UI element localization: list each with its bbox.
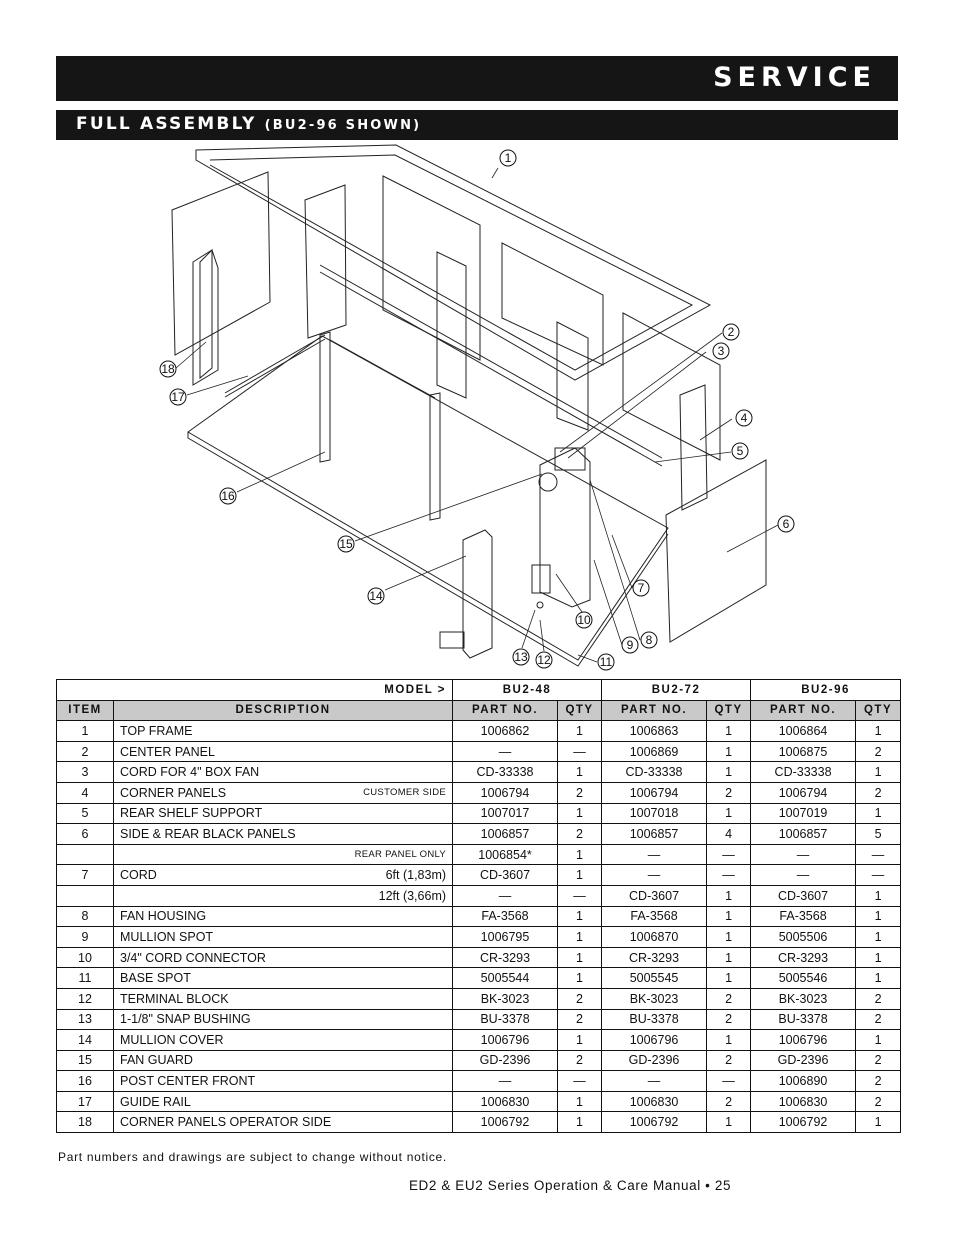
part-number: BU-3378: [751, 1009, 856, 1030]
quantity: 1: [707, 906, 751, 927]
description-note: REAR PANEL ONLY: [354, 848, 447, 860]
footnote: Part numbers and drawings are subject to change without notice.: [58, 1150, 447, 1164]
svg-text:7: 7: [637, 581, 645, 595]
quantity: 2: [558, 1009, 602, 1030]
description: REAR SHELF SUPPORT: [120, 806, 263, 821]
model-label: MODEL >: [57, 680, 453, 701]
subsection-title-text: FULL ASSEMBLY: [76, 114, 257, 134]
part-number: 1006869: [602, 741, 707, 762]
part-number: 1006796: [453, 1030, 558, 1051]
description-cell: [114, 824, 453, 845]
description-cell: [114, 741, 453, 762]
description-cell: [114, 762, 453, 783]
item-number: 4: [57, 782, 114, 803]
part-number: 1006795: [453, 927, 558, 948]
quantity: 2: [856, 1071, 901, 1092]
table-row: [57, 824, 901, 845]
part-number: 1007019: [751, 803, 856, 824]
quantity: 1: [558, 906, 602, 927]
part-number: 5005506: [751, 927, 856, 948]
part-number: —: [453, 885, 558, 906]
quantity: —: [707, 865, 751, 886]
quantity: 1: [707, 762, 751, 783]
quantity: 2: [707, 988, 751, 1009]
part-number: 1006794: [453, 782, 558, 803]
quantity: 2: [558, 1050, 602, 1071]
part-number: CD-33338: [751, 762, 856, 783]
part-number: 1006857: [751, 824, 856, 845]
part-number: 1006796: [751, 1030, 856, 1051]
footer-text: ED2 & EU2 Series Operation & Care Manual • 25: [408, 1178, 732, 1193]
description: BASE SPOT: [120, 971, 191, 986]
part-number: 1006863: [602, 721, 707, 742]
description-cell: [114, 782, 453, 803]
svg-text:6: 6: [782, 517, 790, 531]
part-number: 1006854*: [453, 844, 558, 865]
quantity: 2: [856, 1050, 901, 1071]
quantity: 1: [856, 906, 901, 927]
part-number: GD-2396: [602, 1050, 707, 1071]
quantity: 2: [707, 782, 751, 803]
description: POST CENTER FRONT: [120, 1074, 256, 1089]
part-number: GD-2396: [453, 1050, 558, 1071]
description: CORNER PANELS OPERATOR SIDE: [120, 1115, 332, 1130]
part-number: CD-3607: [751, 885, 856, 906]
part-number: 1006830: [751, 1091, 856, 1112]
part-number: 5005546: [751, 968, 856, 989]
quantity: 1: [558, 927, 602, 948]
table-row: [57, 1009, 901, 1030]
quantity: 1: [558, 721, 602, 742]
svg-text:10: 10: [577, 613, 591, 627]
item-number: [57, 885, 114, 906]
callout-3: [713, 343, 729, 359]
quantity: —: [856, 844, 901, 865]
part-number: CR-3293: [751, 947, 856, 968]
callout-4: [736, 410, 752, 426]
description-cell: [114, 927, 453, 948]
quantity: 2: [707, 1050, 751, 1071]
table-row: [57, 968, 901, 989]
description-cell: [114, 906, 453, 927]
quantity: 1: [558, 968, 602, 989]
svg-text:9: 9: [626, 638, 634, 652]
callout-15: [338, 536, 354, 552]
left-side-panel-drawing: [172, 172, 270, 355]
header-row: [57, 700, 901, 721]
description: CORNER PANELS: [120, 785, 227, 800]
parts-table: [56, 679, 901, 1133]
quantity: 1: [856, 1112, 901, 1133]
quantity: 1: [856, 1030, 901, 1051]
header-qty: QTY: [707, 700, 751, 721]
part-number: FA-3568: [602, 906, 707, 927]
header-part-no: PART NO.: [751, 700, 856, 721]
part-number: CR-3293: [602, 947, 707, 968]
quantity: —: [558, 1071, 602, 1092]
part-number: 1006875: [751, 741, 856, 762]
part-number: 1006830: [602, 1091, 707, 1112]
description-cell: [114, 885, 453, 906]
subsection-note: (BU2-96 SHOWN): [264, 118, 422, 133]
callout-6: [778, 516, 794, 532]
assembly-diagram: [150, 140, 800, 675]
part-number: 1006830: [453, 1091, 558, 1112]
table-row: [57, 721, 901, 742]
svg-text:5: 5: [736, 444, 744, 458]
description-cell: [114, 721, 453, 742]
table-row: [57, 947, 901, 968]
part-number: 1006796: [602, 1030, 707, 1051]
quantity: 1: [707, 968, 751, 989]
part-number: 1006870: [602, 927, 707, 948]
callout-13: [513, 649, 529, 665]
description: TERMINAL BLOCK: [120, 991, 229, 1006]
part-number: —: [751, 844, 856, 865]
description-note: 12ft (3,66m): [378, 888, 447, 903]
description: MULLION SPOT: [120, 929, 214, 944]
part-number: CD-33338: [602, 762, 707, 783]
description-cell: [114, 865, 453, 886]
quantity: 1: [558, 803, 602, 824]
svg-text:18: 18: [161, 362, 175, 376]
part-number: CD-3607: [453, 865, 558, 886]
item-number: 9: [57, 927, 114, 948]
header-part-no: PART NO.: [453, 700, 558, 721]
table-row: [57, 844, 901, 865]
part-number: BU-3378: [602, 1009, 707, 1030]
item-number: 16: [57, 1071, 114, 1092]
callout-17: [170, 389, 186, 405]
callout-14: [368, 588, 384, 604]
quantity: 1: [707, 927, 751, 948]
description-cell: [114, 803, 453, 824]
item-number: 11: [57, 968, 114, 989]
quantity: 2: [707, 1009, 751, 1030]
part-number: 1007018: [602, 803, 707, 824]
item-number: 12: [57, 988, 114, 1009]
quantity: 5: [856, 824, 901, 845]
quantity: 1: [558, 762, 602, 783]
model-bu2-48: BU2-48: [453, 680, 602, 701]
quantity: 1: [558, 1112, 602, 1133]
part-number: —: [602, 865, 707, 886]
quantity: 1: [558, 1091, 602, 1112]
description-cell: [114, 1112, 453, 1133]
table-row: [57, 803, 901, 824]
table-row: [57, 906, 901, 927]
part-number: 1006864: [751, 721, 856, 742]
part-number: 1006857: [453, 824, 558, 845]
table-row: [57, 988, 901, 1009]
description: 1-1/8" SNAP BUSHING: [120, 1012, 251, 1027]
part-number: —: [453, 741, 558, 762]
callout-9: [622, 637, 638, 653]
part-number: 5005544: [453, 968, 558, 989]
part-number: 1006857: [602, 824, 707, 845]
quantity: 2: [856, 741, 901, 762]
quantity: 1: [707, 803, 751, 824]
quantity: 2: [856, 1091, 901, 1112]
description-cell: [114, 988, 453, 1009]
item-number: 18: [57, 1112, 114, 1133]
callout-5: [732, 443, 748, 459]
description-cell: [114, 1030, 453, 1051]
table-row: [57, 1091, 901, 1112]
top-frame-drawing: [196, 145, 710, 380]
item-number: 14: [57, 1030, 114, 1051]
quantity: 1: [856, 762, 901, 783]
section-title: SERVICE: [713, 62, 876, 93]
quantity: 1: [558, 865, 602, 886]
quantity: 1: [558, 1030, 602, 1051]
item-number: 10: [57, 947, 114, 968]
table-row: [57, 1030, 901, 1051]
quantity: 1: [856, 927, 901, 948]
part-number: 1006792: [751, 1112, 856, 1133]
description-cell: [114, 1009, 453, 1030]
part-number: 1006862: [453, 721, 558, 742]
model-row: [57, 680, 901, 701]
quantity: 1: [707, 721, 751, 742]
item-number: 5: [57, 803, 114, 824]
table-row: [57, 762, 901, 783]
page-footer: [0, 1178, 954, 1193]
callout-8: [641, 632, 657, 648]
part-number: BU-3378: [453, 1009, 558, 1030]
callout-11: [598, 654, 614, 670]
part-number: BK-3023: [453, 988, 558, 1009]
quantity: 1: [856, 803, 901, 824]
header-qty: QTY: [558, 700, 602, 721]
quantity: 2: [558, 782, 602, 803]
quantity: 2: [707, 1091, 751, 1112]
description: GUIDE RAIL: [120, 1094, 191, 1109]
subsection-title-bar: [56, 110, 898, 140]
svg-text:8: 8: [645, 633, 653, 647]
svg-text:12: 12: [537, 653, 551, 667]
callout-18: [160, 361, 176, 377]
svg-text:13: 13: [514, 650, 528, 664]
svg-text:17: 17: [171, 390, 185, 404]
item-number: 8: [57, 906, 114, 927]
quantity: 1: [856, 947, 901, 968]
description-cell: [114, 968, 453, 989]
description-cell: [114, 844, 453, 865]
header-qty: QTY: [856, 700, 901, 721]
item-number: 1: [57, 721, 114, 742]
callout-16: [220, 488, 236, 504]
description-cell: [114, 1091, 453, 1112]
svg-text:1: 1: [504, 151, 512, 165]
part-number: FA-3568: [453, 906, 558, 927]
header-description: DESCRIPTION: [114, 700, 453, 721]
item-number: 7: [57, 865, 114, 886]
item-number: 13: [57, 1009, 114, 1030]
svg-text:14: 14: [369, 589, 383, 603]
quantity: —: [707, 844, 751, 865]
quantity: —: [856, 865, 901, 886]
section-title-bar: [56, 56, 898, 101]
description: SIDE & REAR BLACK PANELS: [120, 826, 296, 841]
quantity: —: [707, 1071, 751, 1092]
part-number: 5005545: [602, 968, 707, 989]
part-number: —: [602, 1071, 707, 1092]
quantity: 1: [707, 741, 751, 762]
header-part-no: PART NO.: [602, 700, 707, 721]
item-number: 6: [57, 824, 114, 845]
table-row: [57, 1050, 901, 1071]
part-number: FA-3568: [751, 906, 856, 927]
table-row: [57, 782, 901, 803]
table-row: [57, 1071, 901, 1092]
item-number: 3: [57, 762, 114, 783]
quantity: 1: [558, 947, 602, 968]
table-row: [57, 927, 901, 948]
description: 3/4" CORD CONNECTOR: [120, 950, 266, 965]
description-note: CUSTOMER SIDE: [363, 786, 447, 798]
part-number: BK-3023: [602, 988, 707, 1009]
description-cell: [114, 947, 453, 968]
svg-text:16: 16: [221, 489, 235, 503]
part-number: —: [602, 844, 707, 865]
callout-10: [576, 612, 592, 628]
svg-text:11: 11: [599, 655, 613, 669]
quantity: —: [558, 885, 602, 906]
description-cell: [114, 1071, 453, 1092]
quantity: 1: [707, 1030, 751, 1051]
quantity: 1: [707, 1112, 751, 1133]
quantity: 2: [558, 824, 602, 845]
quantity: 1: [558, 844, 602, 865]
subsection-title: [76, 114, 421, 134]
item-number: 15: [57, 1050, 114, 1071]
part-number: BK-3023: [751, 988, 856, 1009]
table-row: [57, 1112, 901, 1133]
quantity: —: [558, 741, 602, 762]
model-bu2-96: BU2-96: [751, 680, 901, 701]
description: CENTER PANEL: [120, 744, 215, 759]
header-item: ITEM: [57, 700, 114, 721]
description: FAN HOUSING: [120, 909, 207, 924]
quantity: 2: [856, 988, 901, 1009]
description-cell: [114, 1050, 453, 1071]
table-row: [57, 741, 901, 762]
description: CORD FOR 4" BOX FAN: [120, 765, 260, 780]
part-number: —: [453, 1071, 558, 1092]
quantity: 1: [856, 721, 901, 742]
quantity: 1: [856, 885, 901, 906]
item-number: [57, 844, 114, 865]
side-panel-drawing: [666, 460, 766, 642]
part-number: 1006890: [751, 1071, 856, 1092]
part-number: —: [751, 865, 856, 886]
svg-text:15: 15: [339, 537, 353, 551]
part-number: CD-3607: [602, 885, 707, 906]
item-number: 17: [57, 1091, 114, 1112]
part-number: GD-2396: [751, 1050, 856, 1071]
quantity: 2: [856, 782, 901, 803]
svg-text:3: 3: [717, 344, 725, 358]
callout-1: [500, 150, 516, 166]
part-number: CR-3293: [453, 947, 558, 968]
quantity: 1: [707, 947, 751, 968]
description: TOP FRAME: [120, 723, 193, 738]
quantity: 4: [707, 824, 751, 845]
callout-7: [633, 580, 649, 596]
quantity: 2: [856, 1009, 901, 1030]
description-note: 6ft (1,83m): [385, 868, 447, 883]
svg-text:4: 4: [740, 411, 748, 425]
part-number: 1006794: [602, 782, 707, 803]
quantity: 2: [558, 988, 602, 1009]
quantity: 1: [856, 968, 901, 989]
part-number: CD-33338: [453, 762, 558, 783]
part-number: 1007017: [453, 803, 558, 824]
part-number: 1006792: [453, 1112, 558, 1133]
description: CORD: [120, 868, 157, 883]
quantity: 1: [707, 885, 751, 906]
callout-12: [536, 652, 552, 668]
part-number: 1006794: [751, 782, 856, 803]
description: MULLION COVER: [120, 1032, 224, 1047]
description: FAN GUARD: [120, 1053, 193, 1068]
table-row: [57, 865, 901, 886]
item-number: 2: [57, 741, 114, 762]
part-number: 1006792: [602, 1112, 707, 1133]
model-bu2-72: BU2-72: [602, 680, 751, 701]
table-row: [57, 885, 901, 906]
svg-text:2: 2: [727, 325, 735, 339]
callout-2: [723, 324, 739, 340]
